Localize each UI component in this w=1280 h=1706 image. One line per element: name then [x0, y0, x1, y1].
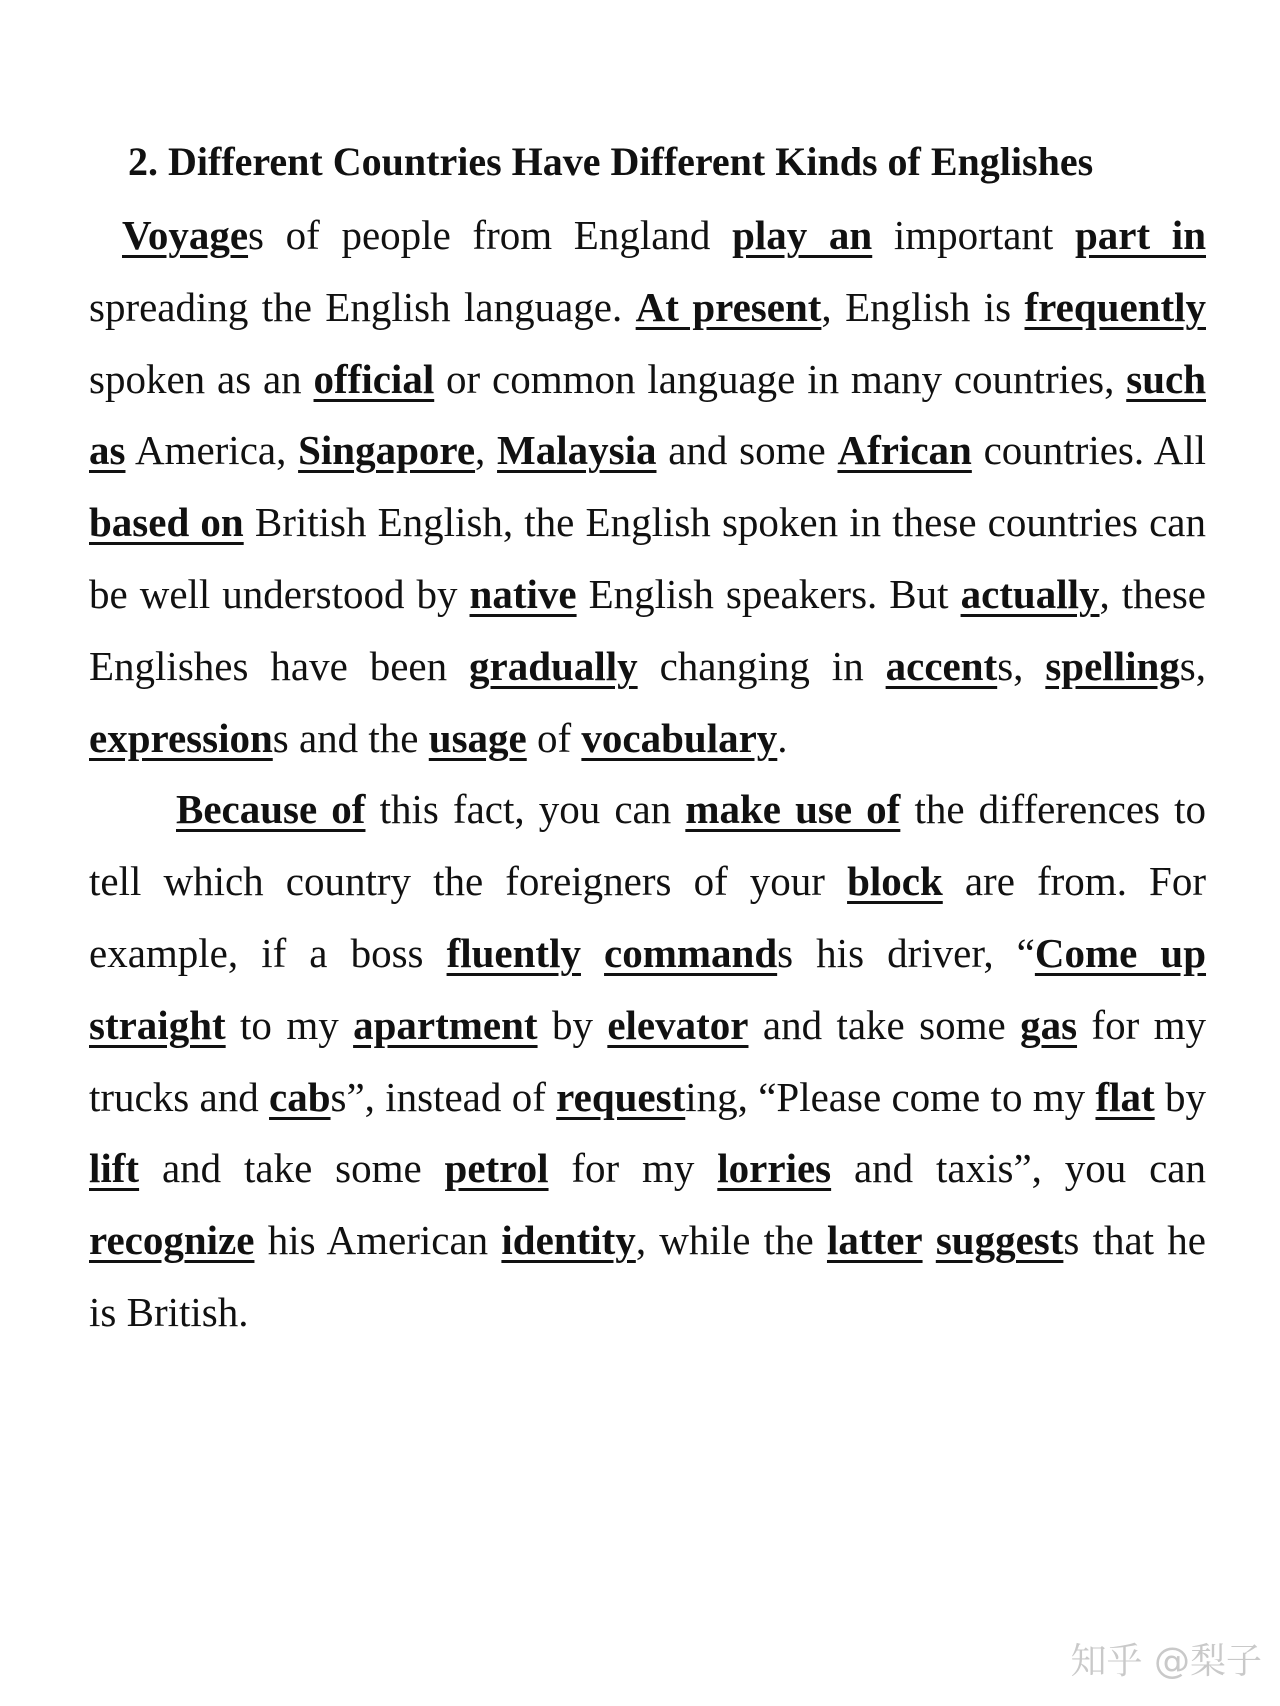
- vocab-term: Malaysia: [497, 427, 657, 474]
- section-title: 2. Different Countries Have Different Kinds of Englishes: [128, 139, 1094, 184]
- vocab-term: gas: [1020, 1001, 1078, 1048]
- text-run: English speakers. But: [576, 570, 961, 617]
- text-run: for my trucks and: [89, 1001, 1206, 1120]
- vocab-term: elevator: [607, 1001, 749, 1048]
- text-run: s and the: [272, 714, 429, 761]
- vocab-term: lift: [89, 1145, 140, 1192]
- vocab-term: native: [469, 570, 577, 617]
- text-run: and taxis”, you can: [831, 1145, 1206, 1192]
- paragraph-2: [89, 774, 1206, 1348]
- vocab-term: command: [604, 929, 778, 976]
- vocab-term: Come up straight: [89, 929, 1207, 1048]
- vocab-term: expression: [89, 714, 273, 761]
- body-text: [89, 200, 1206, 1349]
- text-run: countries. All: [971, 427, 1206, 474]
- text-run: and take some: [139, 1145, 445, 1192]
- text-run: important: [872, 212, 1075, 258]
- vocab-term: lorries: [717, 1145, 832, 1192]
- text-run: the differences to tell which country the foreigners of your: [89, 786, 1206, 905]
- text-run: , these Englishes have been: [89, 570, 1207, 689]
- vocab-term: make use of: [685, 786, 901, 833]
- vocab-term: petrol: [444, 1145, 549, 1192]
- text-run: America,: [125, 427, 299, 474]
- text-run: by: [537, 1001, 608, 1048]
- text-run: this fact, you can: [365, 786, 686, 833]
- text-run: and take some: [748, 1001, 1021, 1048]
- vocab-term: actually: [960, 570, 1100, 617]
- vocab-term: flat: [1095, 1073, 1155, 1120]
- vocab-term: official: [313, 355, 435, 402]
- vocab-term: spelling: [1045, 642, 1180, 689]
- vocab-term: identity: [501, 1217, 636, 1264]
- text-run: British English, the English spoken in these countries can be well understood by: [89, 499, 1206, 617]
- zhihu-watermark: 知乎 @梨子: [1070, 1641, 1262, 1682]
- vocab-term: based on: [89, 499, 244, 546]
- text-run: [923, 1217, 936, 1263]
- vocab-term: cab: [269, 1073, 331, 1120]
- text-run: changing in: [637, 642, 886, 689]
- vocab-term: Voyage: [122, 212, 249, 258]
- vocab-term: African: [837, 427, 972, 474]
- text-run: spoken as an: [89, 355, 314, 402]
- vocab-term: vocabulary: [581, 714, 778, 761]
- vocab-term: part in: [1074, 212, 1206, 258]
- vocab-term: apartment: [353, 1001, 538, 1048]
- text-run: , English is: [821, 283, 1025, 330]
- text-run: .: [777, 714, 788, 761]
- vocab-term: latter: [826, 1217, 923, 1264]
- text-run: s that he is British.: [89, 1217, 1207, 1335]
- text-run: and some: [656, 427, 838, 474]
- text-run: ,: [475, 427, 498, 474]
- text-run: [581, 930, 604, 976]
- text-run: his American: [254, 1217, 502, 1264]
- vocab-term: frequently: [1024, 283, 1206, 330]
- vocab-term: suggest: [935, 1217, 1064, 1264]
- text-run: s his driver, “: [777, 929, 1035, 976]
- vocab-term: request: [556, 1073, 686, 1120]
- paragraph-1: [89, 200, 1206, 774]
- text-run: , while the: [635, 1217, 827, 1264]
- text-run: s,: [1179, 642, 1206, 689]
- vocab-term: such as: [89, 355, 1206, 474]
- vocab-term: recognize: [89, 1217, 255, 1264]
- text-run: for my: [548, 1145, 718, 1192]
- vocab-term: usage: [428, 714, 527, 761]
- vocab-term: fluently: [446, 929, 581, 976]
- text-run: to my: [225, 1001, 354, 1048]
- vocab-term: accent: [885, 642, 998, 689]
- text-run: spreading the English language.: [89, 283, 636, 330]
- vocab-term: Singapore: [298, 427, 476, 474]
- text-run: s,: [997, 642, 1046, 689]
- text-run: are from. For example, if a boss: [89, 858, 1206, 976]
- vocab-term: play an: [732, 212, 873, 258]
- vocab-term: gradually: [469, 642, 638, 689]
- text-run: of: [526, 714, 582, 761]
- text-run: s”, instead of: [330, 1073, 557, 1120]
- text-run: s of people from England: [248, 212, 733, 258]
- vocab-term: At present: [635, 283, 822, 330]
- vocab-term: block: [847, 858, 943, 905]
- vocab-term: Because of: [176, 786, 366, 833]
- text-run: or common language in many countries,: [434, 355, 1127, 402]
- text-run: by: [1154, 1073, 1207, 1120]
- text-run: ing, “Please come to my: [685, 1073, 1096, 1120]
